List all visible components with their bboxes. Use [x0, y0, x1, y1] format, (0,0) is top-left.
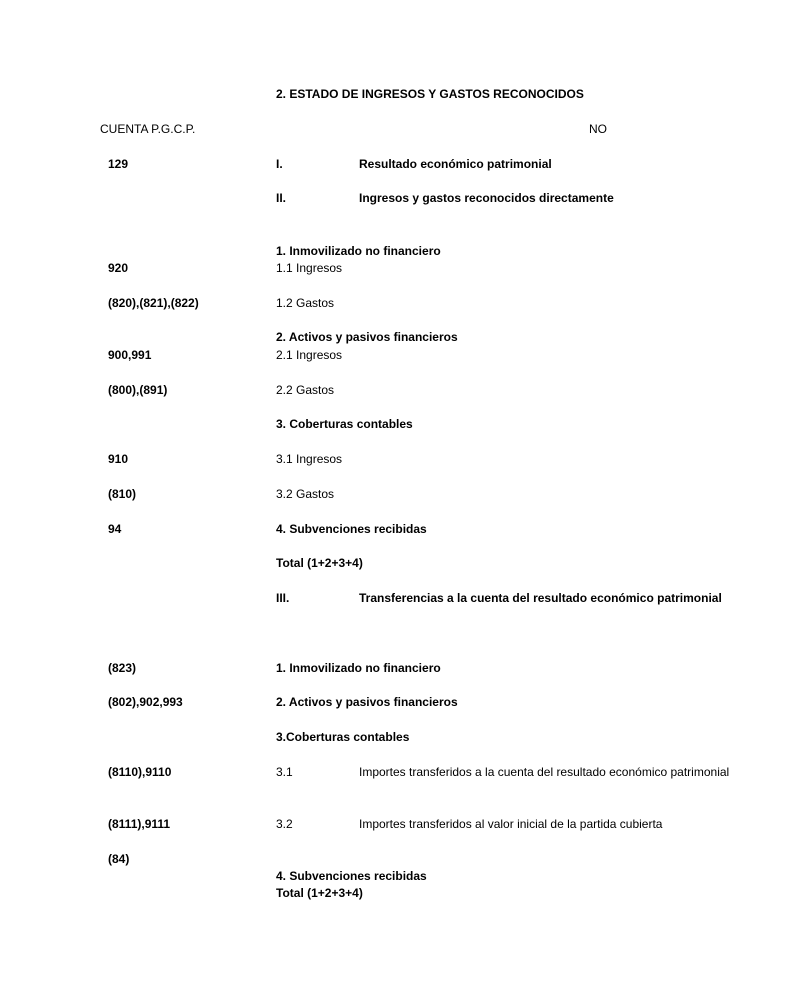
section-numeral: I.: [276, 157, 283, 171]
row-number: 3.1: [276, 765, 293, 779]
total-label: Total (1+2+3+4): [276, 886, 363, 900]
row-label: 2.1 Ingresos: [276, 348, 343, 362]
section-label: Ingresos y gastos reconocidos directamente: [359, 191, 614, 205]
account-code: 900,991: [108, 348, 152, 362]
account-code: (810): [108, 487, 137, 501]
row-label: Importes transferidos a la cuenta del resultado económico patrimonial: [359, 765, 730, 779]
account-code: (820),(821),(822): [108, 296, 199, 310]
account-code: (802),902,993: [108, 695, 183, 709]
group-label: 4. Subvenciones recibidas: [276, 869, 427, 883]
row-label: Importes transferidos al valor inicial de la partida cubierta: [359, 817, 663, 831]
account-code: (823): [108, 661, 137, 675]
group-label: 3.Coberturas contables: [276, 730, 410, 744]
page-title: 2. ESTADO DE INGRESOS Y GASTOS RECONOCIDOS: [276, 87, 584, 101]
section-numeral: II.: [276, 191, 287, 205]
account-code: 94: [108, 522, 122, 536]
account-code: 129: [108, 157, 129, 171]
row-label: 3.2 Gastos: [276, 487, 335, 501]
section-numeral: III.: [276, 591, 290, 605]
group-label: 2. Activos y pasivos financieros: [276, 330, 458, 344]
row-label: 2.2 Gastos: [276, 383, 335, 397]
row-number: 3.2: [276, 817, 293, 831]
group-label: 3. Coberturas contables: [276, 417, 413, 431]
group-label: 2. Activos y pasivos financieros: [276, 695, 458, 709]
account-code: 920: [108, 261, 129, 275]
account-code: (84): [108, 852, 130, 866]
account-code: 910: [108, 452, 129, 466]
row-label: 1.2 Gastos: [276, 296, 335, 310]
column-header-cuenta: CUENTA P.G.C.P.: [100, 122, 196, 136]
account-code: (8111),9111: [108, 817, 171, 831]
group-label: 1. Inmovilizado no financiero: [276, 244, 441, 258]
account-code: (8110),9110: [108, 765, 172, 779]
row-label: 3.1 Ingresos: [276, 452, 343, 466]
row-label: 1.1 Ingresos: [276, 261, 343, 275]
total-label: Total (1+2+3+4): [276, 556, 363, 570]
account-code: (800),(891): [108, 383, 168, 397]
column-header-notas: NO: [589, 122, 607, 136]
group-label: 1. Inmovilizado no financiero: [276, 661, 441, 675]
group-label: 4. Subvenciones recibidas: [276, 522, 427, 536]
section-label: Resultado económico patrimonial: [359, 157, 552, 171]
section-label: Transferencias a la cuenta del resultado económico patrimonial: [359, 591, 722, 605]
